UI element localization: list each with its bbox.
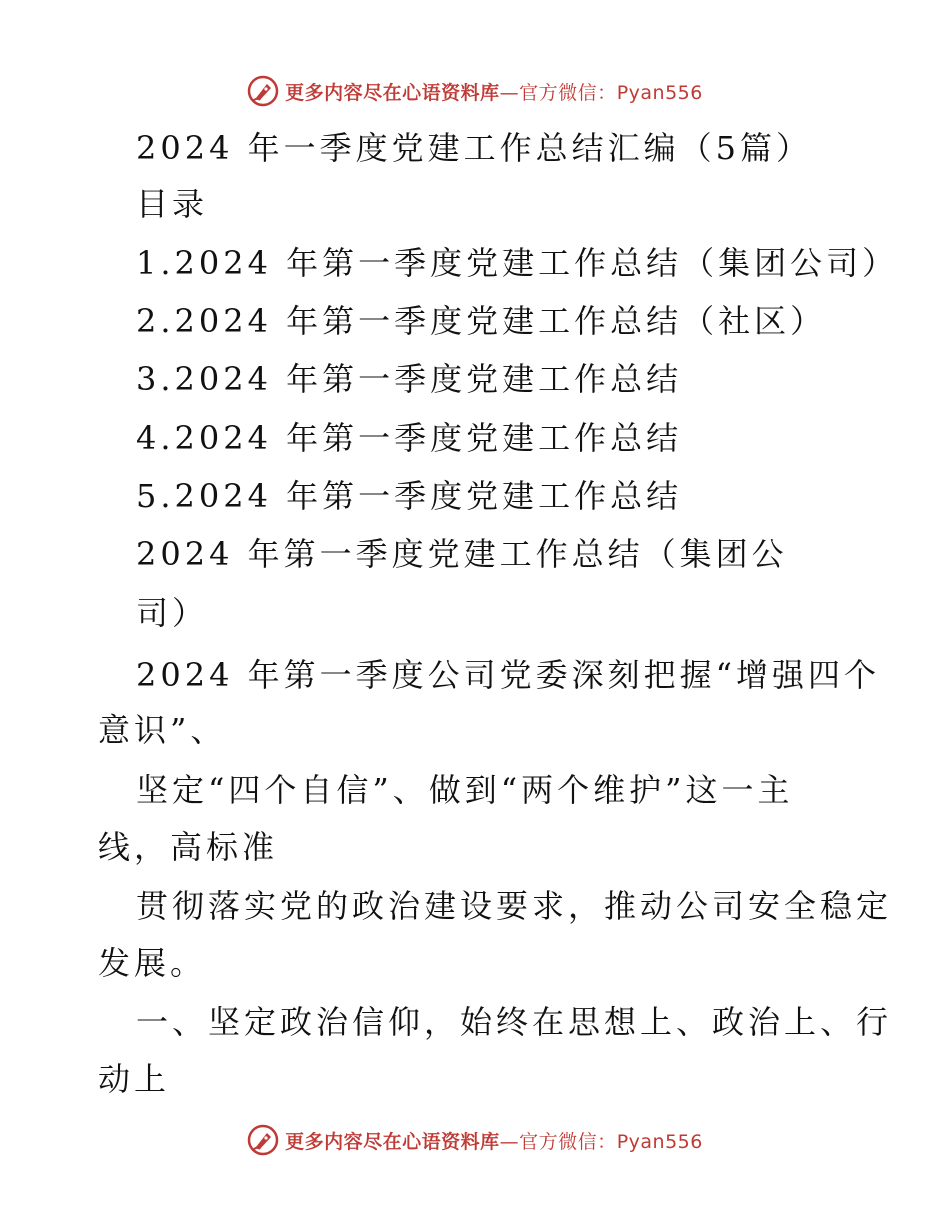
toc-item: 4.2024 年第一季度党建工作总结 — [136, 419, 683, 457]
watermark-site: 更多内容尽在心语资料库 — [285, 1130, 500, 1153]
watermark-site: 更多内容尽在心语资料库 — [285, 81, 500, 104]
watermark-wechat-label: 官方微信： — [519, 1130, 617, 1153]
paragraph-line: 动上 — [98, 1060, 171, 1098]
header-watermark — [0, 71, 950, 111]
toc-item: 1.2024 年第一季度党建工作总结（集团公司） — [136, 244, 899, 282]
section-title: 2024 年第一季度党建工作总结（集团公 — [136, 535, 788, 573]
toc-heading: 目录 — [136, 185, 209, 223]
toc-item: 5.2024 年第一季度党建工作总结 — [136, 477, 683, 515]
section-title-continued: 司） — [136, 594, 209, 632]
watermark-wechat-label: 官方微信： — [519, 81, 617, 104]
watermark-text — [285, 1127, 703, 1154]
paragraph-line: 贯彻落实党的政治建设要求，推动公司安全稳定 — [136, 887, 893, 925]
watermark-wechat-id: Pyan556 — [616, 1130, 703, 1153]
pen-nib-logo-icon — [247, 75, 279, 107]
toc-item: 3.2024 年第一季度党建工作总结 — [136, 360, 683, 398]
watermark-text — [285, 78, 703, 105]
watermark-wechat-id: Pyan556 — [616, 81, 703, 104]
toc-item: 2.2024 年第一季度党建工作总结（社区） — [136, 302, 827, 340]
footer-watermark — [0, 1120, 950, 1160]
paragraph-line: 一、坚定政治信仰，始终在思想上、政治上、行 — [136, 1003, 893, 1041]
watermark-dash: — — [499, 81, 520, 104]
paragraph-line: 发展。 — [98, 944, 207, 982]
watermark-dash: — — [499, 1130, 520, 1153]
document-title: 2024 年一季度党建工作总结汇编（5篇） — [136, 129, 812, 167]
paragraph-line: 线，高标准 — [98, 828, 279, 866]
paragraph-line: 2024 年第一季度公司党委深刻把握“增强四个 — [136, 656, 880, 694]
paragraph-line: 意识”、 — [98, 711, 227, 749]
paragraph-line: 坚定“四个自信”、做到“两个维护”这一主 — [136, 771, 794, 809]
pen-nib-logo-icon — [247, 1124, 279, 1156]
